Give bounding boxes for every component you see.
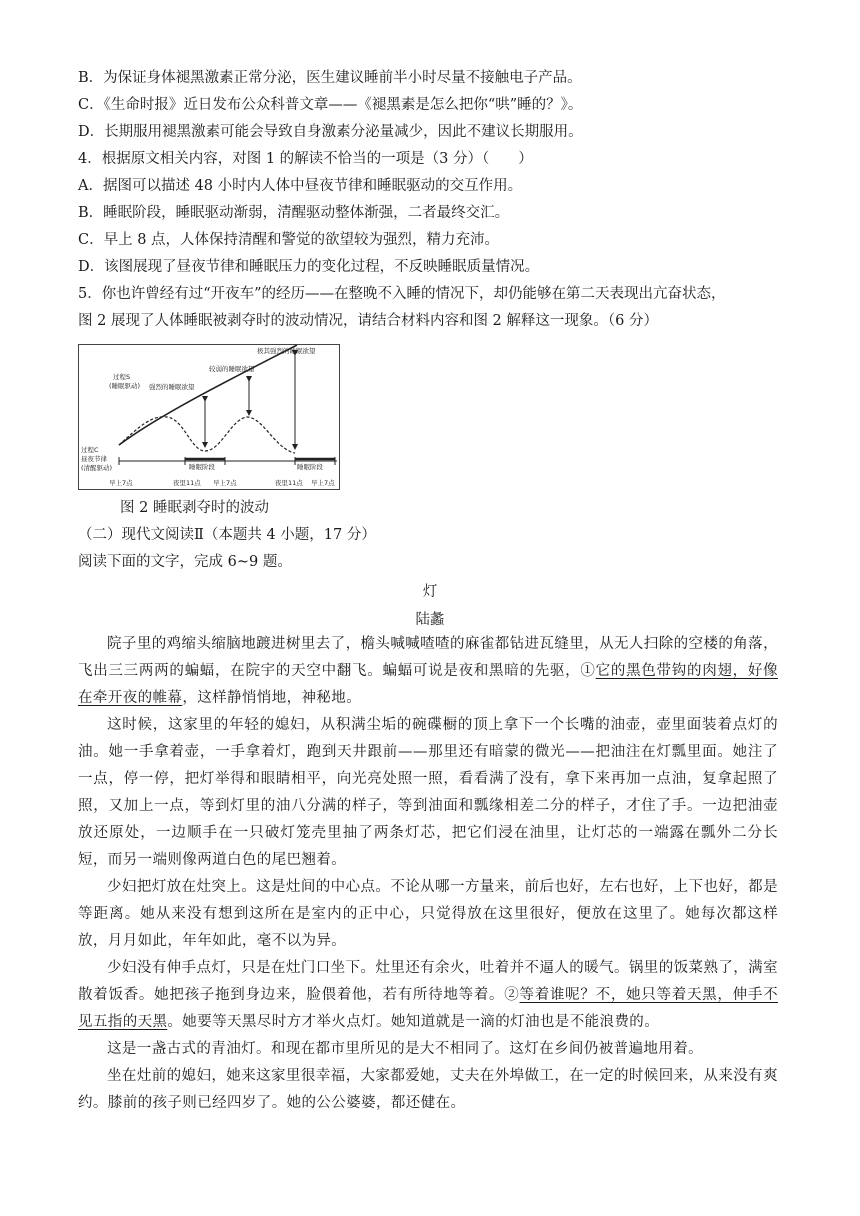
article-title: 灯 (422, 584, 438, 600)
label-process-s-sub: (睡眠驱动) (109, 382, 141, 390)
article-author: 陆蠡 (415, 612, 445, 628)
label-process-c: 过程C (81, 446, 99, 454)
label-process-c-sub2: (清醒驱动) (81, 464, 113, 472)
label-weaker-desire: 较弱的睡眠欲望 (209, 365, 255, 373)
tick-label-2: 夜里11点 (173, 479, 201, 487)
article-body (78, 631, 778, 1117)
underlined-sentence-1: 它的黑色带钩的肉翅，好像在牵开夜的帷幕 (78, 663, 778, 706)
option-b: B．为保证身体褪黑激素正常分泌，医生建议睡前半小时尽量不接触电子产品。 (78, 70, 582, 86)
question-4: 4．根据原文相关内容，对图 1 的解读不恰当的一项是（3 分）（ ） (78, 151, 533, 167)
paragraph-3: 少妇把灯放在灶突上。这是灶间的中心点。不论从哪一方量来，前后也好，左右也好，上下也好，都是等距离。她从来没有想到这所在是室内的正中心，只觉得放在这里很好，便放在这里了。她每次都这样放，月月如此，年年如此，毫不以为异。 (78, 879, 778, 949)
section-instruction: 阅读下面的文字，完成 6~9 题。 (78, 554, 292, 570)
label-process-s: 过程S (113, 373, 131, 381)
question-5-line-1: 5．你也许曾经有过“开夜车”的经历——在整晚不入睡的情况下，却仍能够在第二天表现出亢奋状态， (78, 286, 726, 302)
paragraph-5: 这是一盏古式的青油灯。和现在都市里所见的是大不相同了。这灯在乡间仍被普遍地用着。 (107, 1041, 703, 1057)
q4-option-d: D．该图展现了昼夜节律和睡眠压力的变化过程，不反映睡眠质量情况。 (78, 259, 540, 275)
tick-label-5: 早上7点 (311, 479, 335, 487)
question-5-line-2: 图 2 展现了人体睡眠被剥夺时的波动情况，请结合材料内容和图 2 解释这一现象。（6 分） (78, 313, 658, 329)
process-s-curve (119, 345, 297, 445)
figure-2-chart (78, 344, 340, 490)
paragraph-1-text-b: ，这样静悄悄地，神秘地。 (182, 690, 362, 706)
q4-option-a: A．据图可以描述 48 小时内人体中昼夜节律和睡眠驱动的交互作用。 (78, 178, 523, 194)
tick-label-1: 早上7点 (109, 479, 133, 487)
q4-option-b: B．睡眠阶段，睡眠驱动渐弱，清醒驱动整体渐强，二者最终交汇。 (78, 205, 510, 221)
paragraph-4-text-a: 少妇没有伸手点灯，只是在灶门口坐下。灶里还有余火，吐着并不逼人的暖气。锅里的饭菜熟了，满室散着饭香。她把孩子拖到身边来，脸偎着他，若有所待地等着。② (78, 960, 778, 1003)
label-sleep-phase-1: 睡眠阶段 (189, 463, 215, 471)
paragraph-4 (78, 955, 778, 1036)
q4-option-c: C．早上 8 点，人体保持清醒和警觉的欲望较为强烈，精力充沛。 (78, 232, 500, 248)
figure-2-caption: 图 2 睡眠剥夺时的波动 (120, 500, 269, 516)
label-extreme-desire: 极其强烈的睡眠欲望 (257, 347, 316, 355)
label-strong-desire: 强烈的睡眠欲望 (149, 383, 195, 391)
option-d: D．长期服用褪黑激素可能会导致自身激素分泌量减少，因此不建议长期服用。 (78, 124, 583, 140)
process-c-curve (119, 417, 295, 453)
paragraph-2: 这时候，这家里的年轻的媳妇，从积满尘垢的碗碟橱的顶上拿下一个长嘴的油壶，壶里面装着点灯的油。她一手拿着壶，一手拿着灯，跑到天井跟前——那里还有暗蒙的微光——把油注在灯瓢里面。她注了一点，停一停，把灯举得和眼睛相平，向光亮处照一照，看看满了没有，拿下来再加一点油，复拿起照了照，又加上一点，等到灯里的油八分满的样子，等到油面和瓢缘相差二分的样子，才住了手。一边把油壶放还原处，一边顺手在一只破灯笼壳里抽了两条灯芯，把它们浸在油里，让灯芯的一端露在瓢外二分长短，而另一端则像两道白色的尾巴翘着。 (78, 717, 778, 868)
label-process-c-sub1: 昼夜节律 (81, 455, 107, 463)
paragraph-4-text-b: 。她要等天黑尽时方才举火点灯。她知道就是一滴的灯油也是不能浪费的。 (167, 1014, 660, 1030)
paragraph-1-text-a: 院子里的鸡缩头缩脑地踱进树里去了，檐头喊喊喳喳的麻雀都钻进瓦缝里，从无人扫除的空楼的角落，飞出三三两两的蝙蝠，在院宇的天空中翻飞。蝙蝠可说是夜和黑暗的先驱，① (78, 636, 778, 679)
paragraph-6: 坐在灶前的媳妇，她来这家里很幸福，大家都爱她，丈夫在外埠做工，在一定的时候回来，从来没有爽约。膝前的孩子则已经四岁了。她的公公婆婆，都还健在。 (78, 1068, 778, 1111)
section-heading: （二）现代文阅读Ⅱ（本题共 4 小题，17 分） (78, 527, 376, 543)
tick-label-3: 早上7点 (213, 479, 237, 487)
underlined-sentence-2: 等着谁呢？不，她只等着天黑，伸手不见五指的天黑 (78, 987, 778, 1030)
label-sleep-phase-2: 睡眠阶段 (297, 463, 323, 471)
option-c: C．《生命时报》近日发布公众科普文章——《褪黑素是怎么把你“哄”睡的？》。 (78, 97, 583, 113)
tick-label-4: 夜里11点 (275, 479, 303, 487)
paragraph-1 (78, 631, 778, 712)
